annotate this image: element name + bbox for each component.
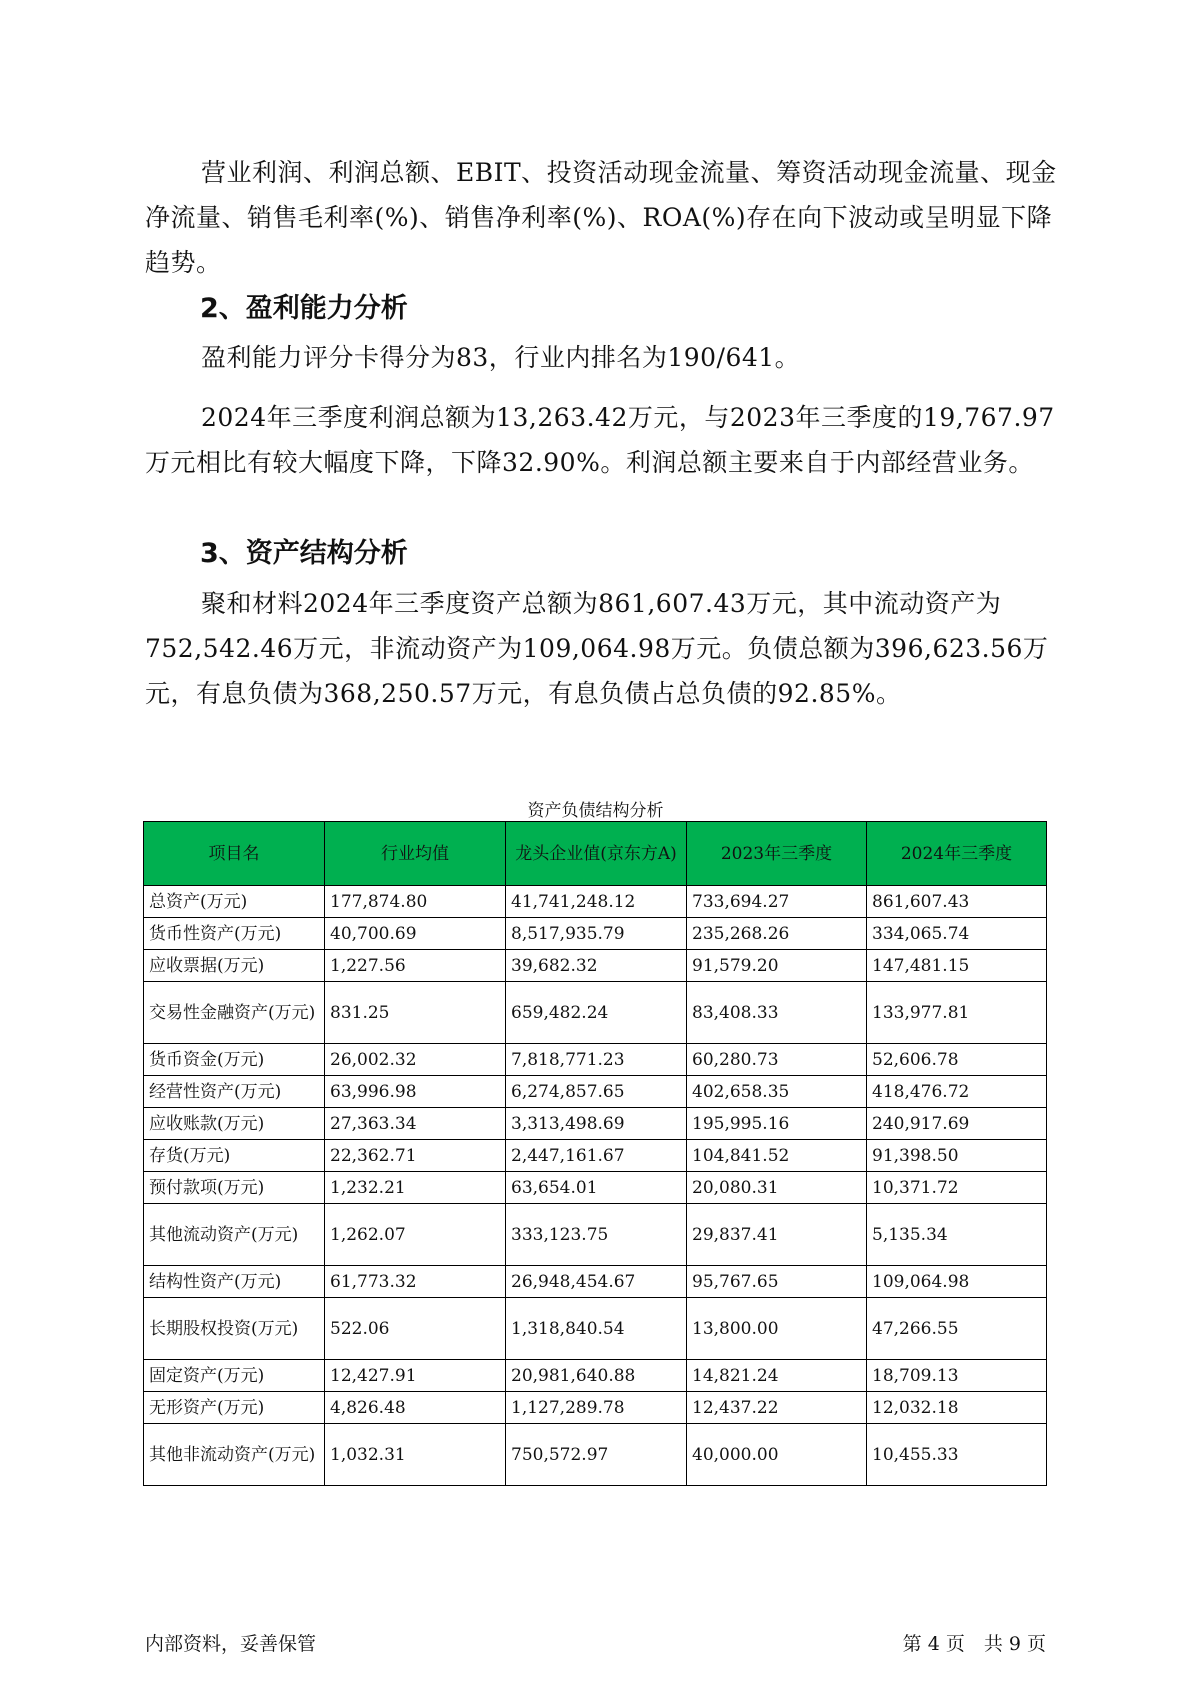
paragraph-score bbox=[145, 335, 1065, 380]
row-label: 货币资金(万元) bbox=[144, 1044, 325, 1076]
cell-2024q3: 334,065.74 bbox=[867, 918, 1047, 950]
table-row bbox=[144, 1298, 1047, 1360]
cell-leader: 41,741,248.12 bbox=[506, 886, 687, 918]
row-label: 交易性金融资产(万元) bbox=[144, 982, 325, 1044]
cell-2023q3: 12,437.22 bbox=[687, 1392, 867, 1424]
column-header-2023q3: 2023年三季度 bbox=[687, 822, 867, 886]
cell-leader: 1,318,840.54 bbox=[506, 1298, 687, 1360]
table-caption: 资产负债结构分析 bbox=[527, 801, 664, 821]
cell-2023q3: 14,821.24 bbox=[687, 1360, 867, 1392]
cell-industry-avg: 1,227.56 bbox=[325, 950, 506, 982]
cell-industry-avg: 177,874.80 bbox=[325, 886, 506, 918]
section-heading-asset-structure: 3、资产结构分析 bbox=[200, 538, 408, 569]
cell-industry-avg: 1,262.07 bbox=[325, 1204, 506, 1266]
footer-confidential-note: 内部资料，妥善保管 bbox=[145, 1633, 317, 1655]
table-row bbox=[144, 1424, 1047, 1486]
cell-industry-avg: 1,232.21 bbox=[325, 1172, 506, 1204]
cell-industry-avg: 12,427.91 bbox=[325, 1360, 506, 1392]
row-label: 应收票据(万元) bbox=[144, 950, 325, 982]
paragraph-profit bbox=[145, 395, 1065, 485]
cell-2023q3: 83,408.33 bbox=[687, 982, 867, 1044]
cell-2023q3: 104,841.52 bbox=[687, 1140, 867, 1172]
cell-2023q3: 195,995.16 bbox=[687, 1108, 867, 1140]
row-label: 存货(万元) bbox=[144, 1140, 325, 1172]
cell-2024q3: 18,709.13 bbox=[867, 1360, 1047, 1392]
cell-2024q3: 12,032.18 bbox=[867, 1392, 1047, 1424]
cell-leader: 8,517,935.79 bbox=[506, 918, 687, 950]
table-row bbox=[144, 982, 1047, 1044]
cell-leader: 750,572.97 bbox=[506, 1424, 687, 1486]
cell-2024q3: 91,398.50 bbox=[867, 1140, 1047, 1172]
cell-leader: 333,123.75 bbox=[506, 1204, 687, 1266]
table-row bbox=[144, 1076, 1047, 1108]
column-header-2024q3: 2024年三季度 bbox=[867, 822, 1047, 886]
table-row bbox=[144, 1360, 1047, 1392]
paragraph-assets bbox=[145, 581, 1065, 716]
cell-2023q3: 95,767.65 bbox=[687, 1266, 867, 1298]
table-row bbox=[144, 1044, 1047, 1076]
row-label: 预付款项(万元) bbox=[144, 1172, 325, 1204]
cell-2023q3: 402,658.35 bbox=[687, 1076, 867, 1108]
balance-sheet-table bbox=[143, 821, 1047, 1486]
row-label: 长期股权投资(万元) bbox=[144, 1298, 325, 1360]
footer-page-number: 第 4 页 共 9 页 bbox=[902, 1633, 1046, 1655]
cell-leader: 6,274,857.65 bbox=[506, 1076, 687, 1108]
cell-2023q3: 13,800.00 bbox=[687, 1298, 867, 1360]
cell-2023q3: 60,280.73 bbox=[687, 1044, 867, 1076]
paragraph-assets-text: 聚和材料2024年三季度资产总额为861,607.43万元，其中流动资产为752,542.46万元，非流动资产为109,064.98万元。负债总额为396,623.56万元，有息负债为368,250.57万元，有息负债占总负债的92.85%。 bbox=[145, 589, 1049, 708]
cell-2024q3: 10,455.33 bbox=[867, 1424, 1047, 1486]
row-label: 经营性资产(万元) bbox=[144, 1076, 325, 1108]
paragraph-profit-text: 2024年三季度利润总额为13,263.42万元，与2023年三季度的19,767.97万元相比有较大幅度下降，下降32.90%。利润总额主要来自于内部经营业务。 bbox=[145, 403, 1055, 477]
cell-2023q3: 733,694.27 bbox=[687, 886, 867, 918]
cell-2024q3: 5,135.34 bbox=[867, 1204, 1047, 1266]
cell-leader: 659,482.24 bbox=[506, 982, 687, 1044]
cell-industry-avg: 40,700.69 bbox=[325, 918, 506, 950]
table-row bbox=[144, 1172, 1047, 1204]
cell-industry-avg: 63,996.98 bbox=[325, 1076, 506, 1108]
cell-industry-avg: 522.06 bbox=[325, 1298, 506, 1360]
row-label: 应收账款(万元) bbox=[144, 1108, 325, 1140]
cell-leader: 20,981,640.88 bbox=[506, 1360, 687, 1392]
cell-leader: 63,654.01 bbox=[506, 1172, 687, 1204]
table-row bbox=[144, 1266, 1047, 1298]
cell-industry-avg: 22,362.71 bbox=[325, 1140, 506, 1172]
paragraph-score-text: 盈利能力评分卡得分为83，行业内排名为190/641。 bbox=[201, 343, 801, 372]
row-label: 固定资产(万元) bbox=[144, 1360, 325, 1392]
column-header-item: 项目名 bbox=[144, 822, 325, 886]
table-row bbox=[144, 950, 1047, 982]
paragraph-trend bbox=[145, 150, 1065, 285]
cell-2024q3: 240,917.69 bbox=[867, 1108, 1047, 1140]
cell-2023q3: 40,000.00 bbox=[687, 1424, 867, 1486]
cell-2024q3: 133,977.81 bbox=[867, 982, 1047, 1044]
cell-leader: 2,447,161.67 bbox=[506, 1140, 687, 1172]
cell-industry-avg: 26,002.32 bbox=[325, 1044, 506, 1076]
section-heading-profitability: 2、盈利能力分析 bbox=[200, 293, 408, 324]
cell-2024q3: 47,266.55 bbox=[867, 1298, 1047, 1360]
cell-2024q3: 147,481.15 bbox=[867, 950, 1047, 982]
table-row bbox=[144, 1392, 1047, 1424]
table-header-row bbox=[144, 822, 1047, 886]
row-label: 结构性资产(万元) bbox=[144, 1266, 325, 1298]
table-row bbox=[144, 1204, 1047, 1266]
cell-leader: 26,948,454.67 bbox=[506, 1266, 687, 1298]
cell-leader: 39,682.32 bbox=[506, 950, 687, 982]
table-row bbox=[144, 886, 1047, 918]
cell-industry-avg: 831.25 bbox=[325, 982, 506, 1044]
cell-industry-avg: 4,826.48 bbox=[325, 1392, 506, 1424]
cell-leader: 3,313,498.69 bbox=[506, 1108, 687, 1140]
table-row bbox=[144, 1140, 1047, 1172]
cell-2024q3: 10,371.72 bbox=[867, 1172, 1047, 1204]
column-header-leader: 龙头企业值(京东方A) bbox=[506, 822, 687, 886]
table-row bbox=[144, 918, 1047, 950]
paragraph-trend-text: 营业利润、利润总额、EBIT、投资活动现金流量、筹资活动现金流量、现金净流量、销售毛利率(%)、销售净利率(%)、ROA(%)存在向下波动或呈明显下降趋势。 bbox=[145, 158, 1057, 277]
cell-2023q3: 29,837.41 bbox=[687, 1204, 867, 1266]
cell-2024q3: 861,607.43 bbox=[867, 886, 1047, 918]
cell-2024q3: 418,476.72 bbox=[867, 1076, 1047, 1108]
table-row bbox=[144, 1108, 1047, 1140]
cell-2024q3: 52,606.78 bbox=[867, 1044, 1047, 1076]
cell-industry-avg: 61,773.32 bbox=[325, 1266, 506, 1298]
row-label: 总资产(万元) bbox=[144, 886, 325, 918]
column-header-industry-avg: 行业均值 bbox=[325, 822, 506, 886]
cell-2023q3: 20,080.31 bbox=[687, 1172, 867, 1204]
cell-leader: 1,127,289.78 bbox=[506, 1392, 687, 1424]
cell-2023q3: 235,268.26 bbox=[687, 918, 867, 950]
row-label: 其他非流动资产(万元) bbox=[144, 1424, 325, 1486]
row-label: 其他流动资产(万元) bbox=[144, 1204, 325, 1266]
cell-2023q3: 91,579.20 bbox=[687, 950, 867, 982]
cell-industry-avg: 27,363.34 bbox=[325, 1108, 506, 1140]
row-label: 无形资产(万元) bbox=[144, 1392, 325, 1424]
cell-leader: 7,818,771.23 bbox=[506, 1044, 687, 1076]
cell-2024q3: 109,064.98 bbox=[867, 1266, 1047, 1298]
row-label: 货币性资产(万元) bbox=[144, 918, 325, 950]
cell-industry-avg: 1,032.31 bbox=[325, 1424, 506, 1486]
